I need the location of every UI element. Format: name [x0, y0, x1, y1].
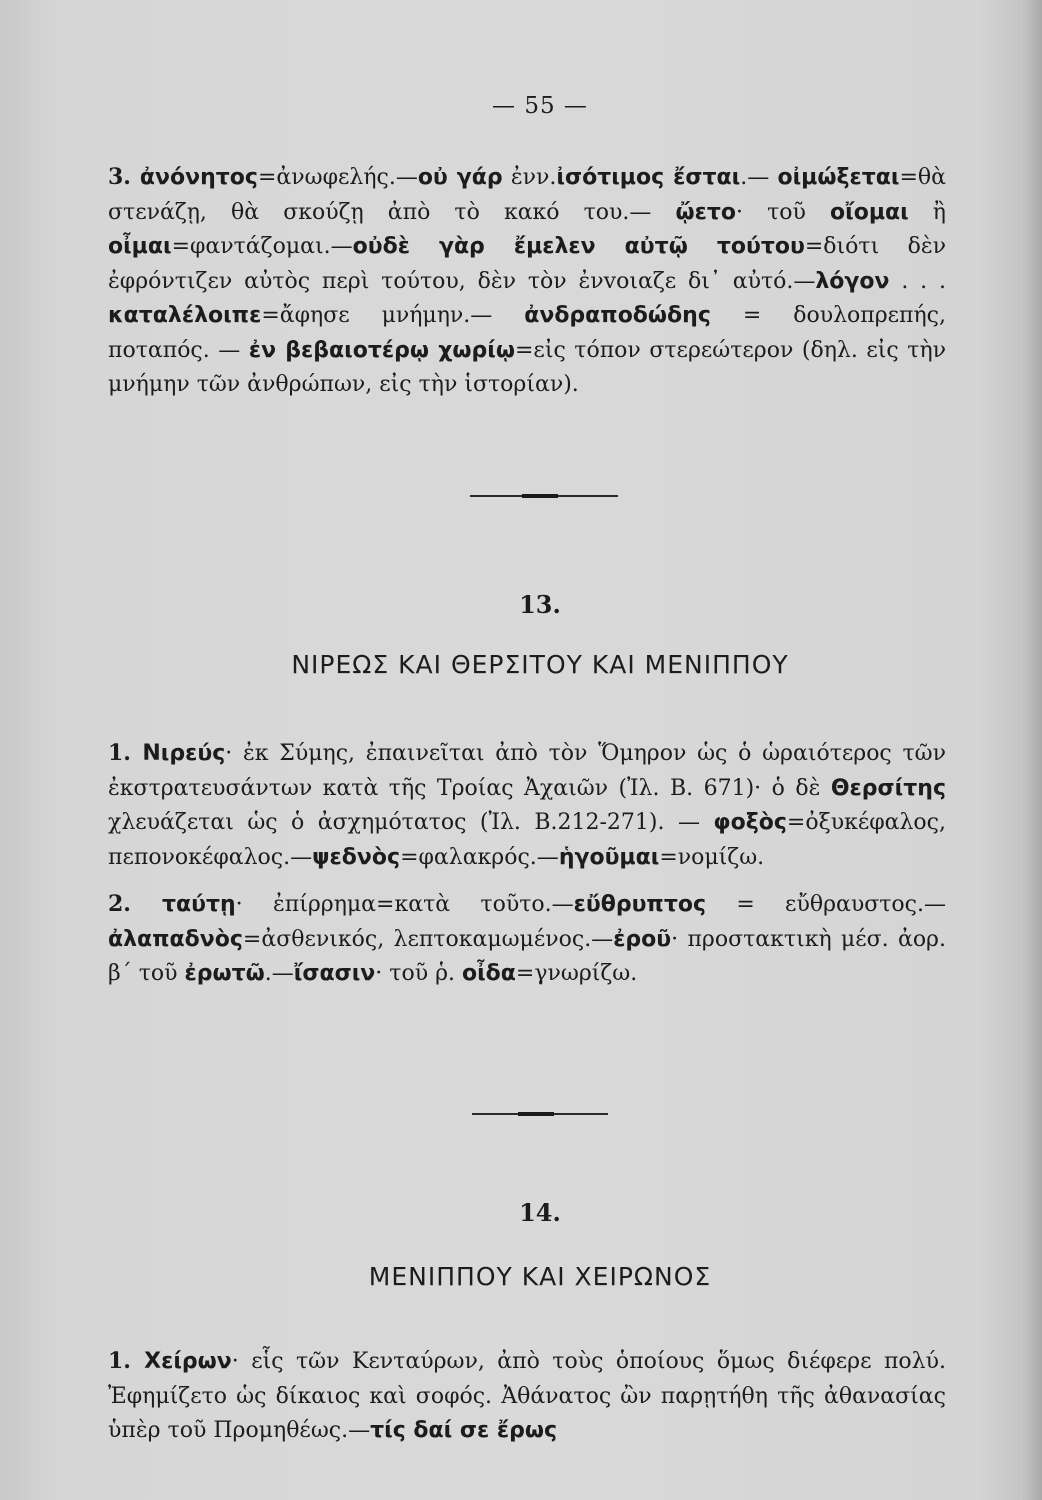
gloss-text: =νομίζω. — [659, 844, 765, 870]
gloss-text: =ἄφησε μνήμην.— — [261, 303, 525, 328]
paragraph — [108, 736, 946, 875]
gloss-text: =ἀσθενικός, λεπτοκαμωμένος.— — [242, 926, 614, 952]
gloss-text: · ἐπίρρημα=κατὰ τοῦτο.— — [235, 892, 574, 917]
section-number: 13. — [519, 590, 561, 619]
paragraph-number: 3. — [108, 164, 140, 190]
section-title: ΜΕΝΙΠΠΟΥ ΚΑΙ ΧΕΙΡΩΝΟΣ — [368, 1262, 712, 1291]
lemma-term: οἴομαι — [830, 199, 909, 225]
gloss-text: =φαλακρός.— — [400, 844, 559, 870]
gloss-text: .— — [264, 961, 294, 986]
section-divider-ornament — [522, 494, 558, 498]
section-title: ΝΙΡΕΩΣ ΚΑΙ ΘΕΡΣΙΤΟΥ ΚΑΙ ΜΕΝΙΠΠΟΥ — [291, 650, 789, 679]
lemma-term: ᾤετο — [675, 199, 737, 225]
lemma-term: λόγον — [815, 268, 890, 294]
section-number: 14. — [519, 1198, 561, 1227]
gloss-text: · τοῦ ῥ. — [375, 961, 462, 986]
lemma-term: Χείρων — [144, 1349, 232, 1374]
lemma-term: ἀλαπαδνὸς — [108, 926, 243, 952]
gloss-text: ἐνν. — [502, 165, 557, 190]
page-number: — 55 — — [492, 93, 588, 119]
lemma-term: ἐρωτῶ — [184, 961, 265, 986]
lemma-term: ψεδνὸς — [312, 844, 401, 870]
lemma-term: τίς δαί σε ἔρως — [370, 1418, 558, 1443]
gloss-text: =ἀνωφελής.— — [257, 165, 418, 190]
gloss-text: = δουλοπρεπής, ποταπός. — — [108, 303, 946, 363]
gloss-text: · εἷς τῶν Κενταύρων, ἀπὸ τοὺς ὁποίους ὅμως διέφερε πολύ. Ἐφημίζετο ὡς δίκαιος καὶ σοφός. Ἀθάνατος ὢν παρῃτήθη τῆς ἀθανασίας ὑπὲρ τοῦ Προμηθέως.— — [108, 1349, 946, 1443]
paragraph-number: 1. — [108, 1348, 145, 1374]
lemma-term: οὐδὲ γὰρ ἔμελεν αὐτῷ τούτου — [352, 234, 805, 259]
gloss-text: .— — [740, 165, 778, 190]
lemma-term: ἀνόνητος — [139, 165, 258, 190]
lemma-term: ταύτῃ — [161, 892, 236, 917]
gloss-text: =εἰς τόπον στερεώτερον (δηλ. εἰς τὴν μνήμην τῶν ἀνθρώπων, εἰς τὴν ἱστορίαν). — [108, 337, 946, 397]
lemma-term: Θερσίτης — [830, 775, 946, 801]
lemma-term: οἶμαι — [108, 234, 172, 259]
paragraph — [108, 160, 946, 403]
lemma-term: ἐροῦ — [613, 926, 672, 952]
gloss-text: =γνωρίζω. — [515, 961, 638, 986]
lemma-term: ἡγοῦμαι — [558, 844, 660, 870]
lemma-term: Νιρεύς — [142, 741, 226, 766]
paragraph — [108, 1344, 946, 1449]
gloss-text: =θὰ στενάζῃ, θὰ σκούζῃ ἀπὸ τὸ κακό του.— — [108, 165, 946, 225]
gloss-text: =ὀξυκέφαλος, πεπονοκέφαλος.— — [108, 810, 946, 870]
gloss-text: · προστακτικὴ μέσ. ἀορ. β΄ τοῦ — [108, 926, 946, 986]
gloss-text: · τοῦ — [736, 199, 831, 225]
paragraph-number: 2. — [108, 891, 162, 917]
lemma-term: εὔθρυπτος — [573, 892, 707, 917]
gloss-text: · ἐκ Σύμης, ἐπαινεῖται ἀπὸ τὸν Ὅμηρον ὡς ὁ ὡραιότερος τῶν ἐκστρατευσάντων κατὰ τῆς Τροίας Ἀχαιῶν (Ἰλ. Β. 671)· ὁ δὲ — [108, 741, 946, 801]
paragraph — [108, 887, 946, 992]
gloss-text: ἢ — [908, 199, 946, 225]
lemma-term: ἰσότιμος ἔσται — [556, 165, 741, 190]
commentary-block-13 — [108, 736, 946, 992]
lemma-term: οὐ γάρ — [417, 165, 503, 190]
lemma-term: ἀνδραποδώδης — [524, 303, 711, 328]
gloss-text: =φαντάζομαι.— — [171, 234, 353, 259]
commentary-block-continued — [108, 160, 946, 403]
gloss-text: = εὔθραυστος.— — [706, 892, 946, 917]
paragraph-number: 1. — [108, 740, 143, 766]
section-divider-ornament — [518, 1112, 554, 1116]
gloss-text: χλευάζεται ὡς ὁ ἀσχημότατος (Ἰλ. Β.212-271). — — [108, 810, 714, 835]
lemma-term: καταλέλοιπε — [108, 303, 262, 328]
gloss-text: =διότι δὲν ἐφρόντιζεν αὐτὸς περὶ τούτου, δὲν τὸν ἐνvοιαζε δι᾽ αὐτό.— — [108, 234, 947, 294]
lemma-term: φοξὸς — [713, 810, 787, 835]
lemma-term: οἶδα — [462, 961, 516, 986]
gloss-text: . . . — [889, 268, 946, 294]
lemma-term: οἰμώξεται — [777, 165, 900, 190]
lemma-term: ἐν βεβαιοτέρῳ χωρίῳ — [248, 337, 515, 363]
commentary-block-14 — [108, 1344, 946, 1449]
lemma-term: ἴσασιν — [293, 961, 376, 986]
